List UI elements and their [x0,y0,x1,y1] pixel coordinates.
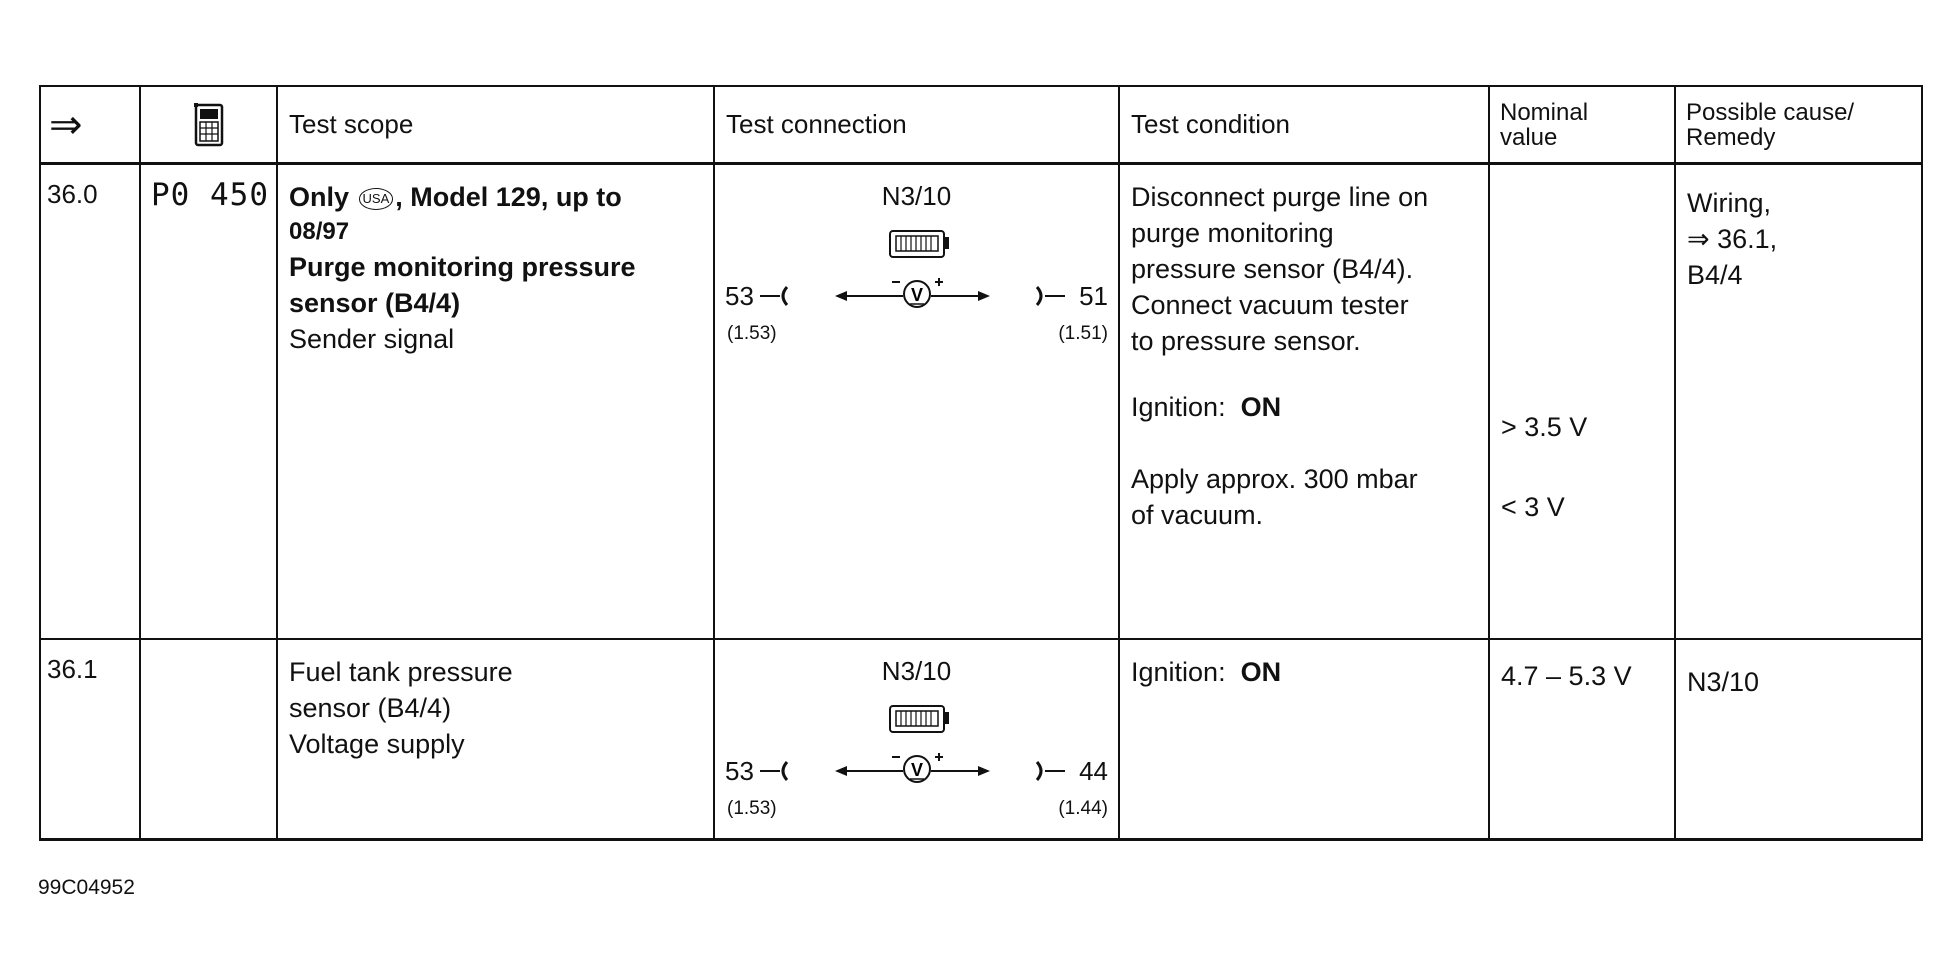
connection-diagram: N3/10 V 53 44 (1.53) (1.44) [715,640,1118,830]
test-condition-cell: Disconnect purge line on purge monitoring pressure sensor (B4/4). Connect vacuum tester to pressure sensor. Ignition: ON Apply approx. 300 mbar of vacuum. [1119,164,1489,640]
header-arrow-cell [40,86,140,164]
scope-title: Only USA , Model 129, up to [289,182,622,212]
header-possible-cause: Possible cause/ Remedy [1675,86,1922,164]
test-connection-cell [714,164,1119,640]
usa-badge-icon: USA [359,188,394,210]
diagnostic-test-sheet [39,85,1921,841]
test-scope-cell: Fuel tank pressure sensor (B4/4) Voltage supply [277,639,714,840]
ignition-line: Ignition: ON [1131,392,1282,422]
table-row [40,164,1922,640]
voltmeter-icon [835,753,990,782]
image-id-label: 99C04952 [38,876,135,899]
pin-right: 44 [1079,756,1108,786]
pin-left: 53 [725,756,754,786]
ignition-line: Ignition: ON [1131,657,1282,687]
connection-diagram: N3/10 V 53 51 (1.53) (1.51) [715,165,1118,355]
nominal-value-2: < 3 V [1501,492,1565,522]
header-tester-cell [140,86,277,164]
pin-left-ref: (1.53) [727,798,777,819]
control-unit-icon [890,231,949,257]
dtc-code: P0 450 [140,164,277,640]
test-connection-cell [714,639,1119,840]
remedy-cell: Wiring, ⇒ 36.1, B4/4 [1675,164,1922,640]
diagnostic-tester-icon [194,103,224,147]
pin-right-ref: (1.44) [1058,798,1108,819]
remedy-cell: N3/10 [1675,639,1922,840]
nominal-value-1: > 3.5 V [1501,412,1588,442]
pin-right: 51 [1079,281,1108,311]
nominal-value-cell: 4.7 – 5.3 V [1489,639,1675,840]
header-test-scope: Test scope [277,86,714,164]
pin-left: 53 [725,281,754,311]
pin-left-ref: (1.53) [727,323,777,344]
test-scope-cell: Only USA , Model 129, up to 08/97 Purge monitoring pressure sensor (B4/4) Sender signal [277,164,714,640]
svg-text:V: V [910,285,924,305]
control-unit-icon [890,706,949,732]
table-row [40,639,1922,840]
table-header-row [40,86,1922,164]
nominal-value-cell [1489,164,1675,640]
header-nominal-value: Nominal value [1489,86,1675,164]
svg-text:V: V [910,760,924,780]
step-number: 36.0 [40,164,140,640]
pin-right-ref: (1.51) [1058,323,1108,344]
step-number: 36.1 [40,639,140,840]
voltmeter-icon [835,278,990,307]
header-test-connection: Test connection [714,86,1119,164]
header-test-condition: Test condition [1119,86,1489,164]
test-condition-cell [1119,639,1489,840]
dtc-code [140,639,277,840]
arrow-right-icon: ⇒ [49,102,83,147]
test-table [39,85,1923,841]
